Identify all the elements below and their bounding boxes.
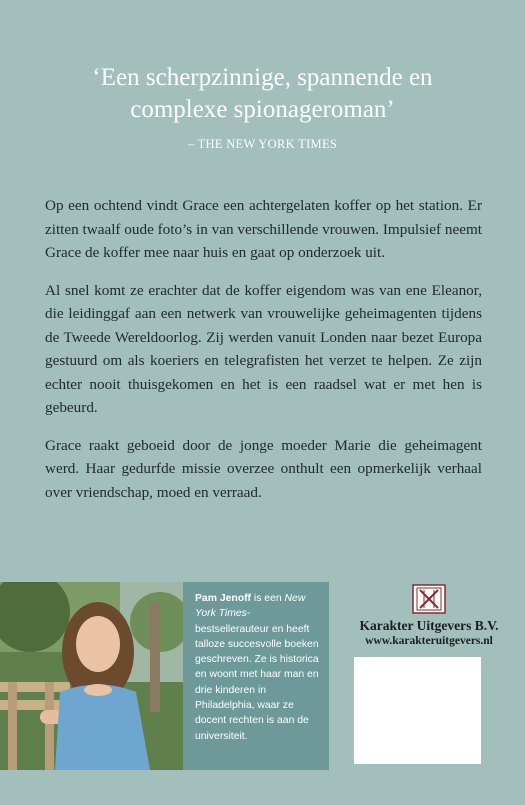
barcode-area: [354, 657, 481, 764]
author-name: Pam Jenoff: [195, 593, 252, 604]
bio-text: is een: [251, 593, 282, 604]
author-photo: [0, 582, 183, 770]
quote-line-1: ‘Een scherpzinnige, spannende en: [92, 64, 433, 91]
publisher-url: www.karakteruitgevers.nl: [365, 635, 493, 647]
author-bio: [183, 582, 329, 770]
publisher-logo-icon: [412, 584, 446, 614]
bio-text: -bestsellerauteur en heeft talloze succesvolle boeken geschreven.: [195, 608, 319, 666]
review-quote: [40, 62, 485, 126]
publisher-name: Karakter Uitgevers B.V.: [359, 618, 499, 633]
book-blurb: [45, 194, 482, 518]
blurb-paragraph: Grace raakt geboeid door de jonge moeder Marie die geheimagent werd. Haar gedurfde missie overzee onthult een opmerkelijk verhaal over vriendschap, moed en verraad.: [45, 436, 482, 501]
blurb-paragraph: Al snel komt ze erachter dat de koffer eigendom was van ene Eleanor, die leidinggaf aan een netwerk van vrouwelijke geheimagenten tijdens de Tweede Wereldoorlog. Zij werden vanuit Londen naar bezet Europa gestuurd om als koeriers en telegrafisten het verzet te helpen. Ze zijn echter nooit thuisgekomen en het is een raadsel wat er met hen is gebeurd.: [45, 281, 482, 416]
bio-text: Ze is historica en woont met haar man en drie kinderen in Philadelphia, waar ze docent rechten is aan de universiteit.: [195, 654, 319, 742]
publisher-block: [349, 582, 509, 647]
quote-line-2: complexe spionageroman’: [130, 96, 395, 123]
blurb-paragraph: Op een ochtend vindt Grace een achtergelaten koffer op het station. Er zitten twaalf oude foto’s in van verschillende vrouwen. Impulsief neemt Grace de koffer mee naar huis en gaat op onderzoek uit.: [45, 197, 482, 261]
quote-source: – THE NEW YORK TIMES: [187, 137, 338, 151]
bio-nyt: New York Times: [195, 593, 306, 620]
